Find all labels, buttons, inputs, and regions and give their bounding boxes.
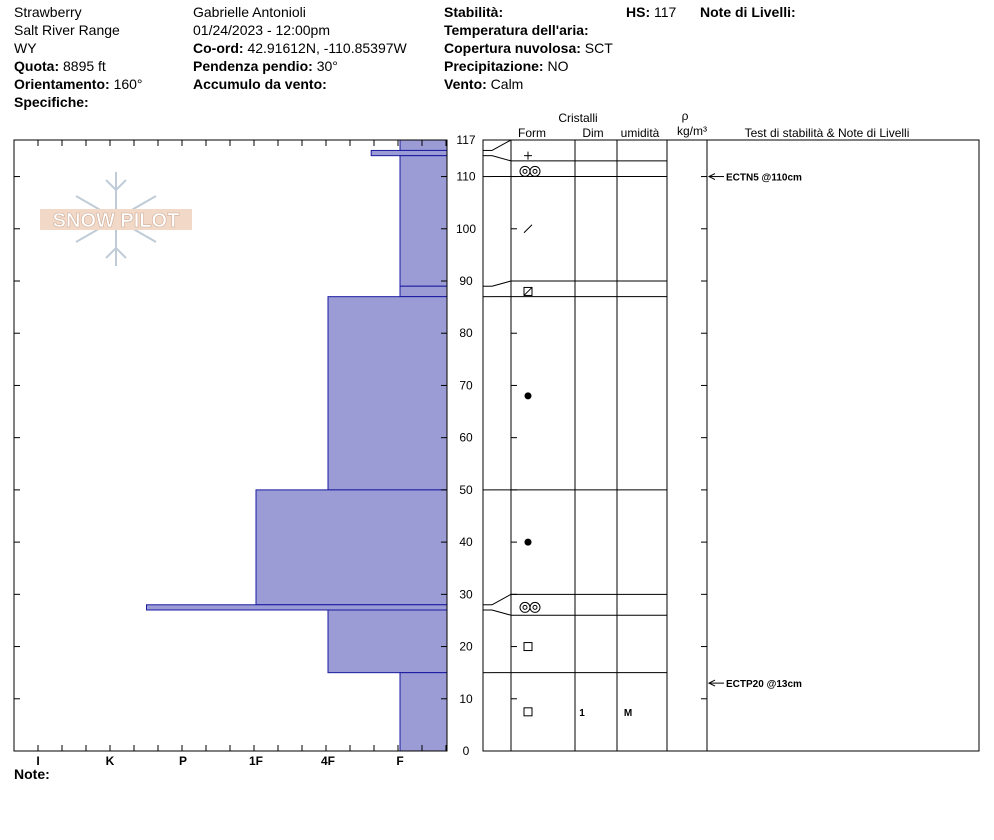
layer-notes-label: Note di Livelli: [700, 4, 796, 20]
hardness-label-4F: 4F [320, 754, 336, 768]
profile-table [483, 140, 979, 751]
height-label-20: 20 [459, 639, 473, 654]
density-rho-header: ρ [681, 109, 689, 123]
state: WY [14, 40, 37, 56]
grain-FC-7 [524, 643, 532, 651]
grain-MFcr-3 [524, 287, 532, 295]
hardness-layers [147, 140, 448, 751]
wind-label: Vento: [444, 76, 487, 92]
aspect-label: Orientamento: [14, 76, 110, 92]
boundary-connector [492, 594, 511, 604]
height-label-40: 40 [459, 535, 473, 550]
stability-test-1 [709, 679, 802, 690]
hardness-label-1F: 1F [248, 754, 264, 768]
hardness-layer-1 [371, 150, 447, 155]
hardness-layer-0 [400, 140, 447, 150]
table-grid [483, 140, 707, 751]
density-unit-header: kg/m³ [677, 124, 707, 138]
surface-hoar-icon [533, 605, 537, 609]
snowpilot-logo [40, 172, 192, 266]
grain-DF-2 [524, 225, 532, 233]
location-name: Strawberry [14, 4, 82, 20]
rounded-grain-icon [525, 392, 532, 399]
grain-SH-1 [520, 166, 540, 176]
boundary-connector [492, 610, 511, 615]
observation-datetime: 01/24/2023 - 12:00pm [193, 22, 330, 38]
stability-test-0 [709, 173, 802, 184]
slope-value: 30° [316, 58, 338, 74]
grain-RG-5 [525, 539, 532, 546]
crystals-header: Cristalli [558, 111, 598, 125]
hardness-layer-6 [147, 605, 448, 610]
hardness-layer-5 [256, 490, 447, 605]
boundary-connector [492, 140, 511, 150]
grain-forms [520, 152, 632, 719]
grain-PP-0 [524, 152, 532, 160]
precip-value: NO [547, 58, 569, 74]
height-label-top: 117 [456, 133, 476, 147]
hs-value: 117 [654, 4, 677, 20]
precip-label: Precipitazione: [444, 58, 544, 74]
hardness-layer-4 [328, 297, 447, 490]
grain-RG-4 [525, 392, 532, 399]
rounded-grain-icon [525, 539, 532, 546]
coord-label: Co-ord: [193, 40, 244, 56]
height-label-10: 10 [459, 691, 473, 706]
height-label-50: 50 [459, 482, 473, 497]
stability-tests [709, 173, 802, 691]
grain-FC-8 [524, 708, 632, 719]
aspect-value: 160° [113, 76, 143, 92]
elevation-value: 8895 ft [63, 58, 106, 74]
hardness-label-I: I [36, 754, 40, 768]
surface-hoar-icon [530, 602, 540, 612]
height-label-110: 110 [456, 169, 476, 184]
surface-hoar-icon [523, 169, 527, 173]
hardness-label-F: F [396, 754, 404, 768]
test-label: ECTP20 @13cm [726, 679, 802, 691]
mountain-range: Salt River Range [14, 22, 120, 38]
logo-text: SNOW PILOT [52, 210, 180, 232]
specifics-label: Specifiche: [14, 94, 89, 110]
hardness-layer-2 [400, 156, 447, 287]
boundary-connector [492, 281, 511, 286]
observer-name: Gabrielle Antonioli [193, 4, 306, 20]
form-header: Form [518, 126, 546, 140]
height-label-90: 90 [459, 274, 473, 288]
hardness-label-K: K [105, 754, 115, 768]
slope-label: Pendenza pendio: [193, 58, 313, 74]
hardness-layer-3 [400, 286, 447, 296]
surface-hoar-icon [533, 169, 537, 173]
faceted-crystal-icon [524, 708, 532, 716]
surface-hoar-icon [520, 166, 530, 176]
notes-label: Note: [14, 766, 50, 782]
hs-label: HS: [626, 4, 651, 20]
wind-value: Calm [490, 76, 524, 92]
height-label-60: 60 [459, 430, 473, 445]
grain-SH-6 [520, 602, 540, 612]
height-label-70: 70 [459, 378, 473, 393]
cloud-label: Copertura nuvolosa: [444, 40, 581, 56]
elevation-label: Quota: [14, 58, 60, 74]
grain-moisture: M [623, 707, 633, 719]
height-label-100: 100 [455, 221, 477, 236]
height-label-0: 0 [462, 744, 470, 758]
cloud-value: SCT [584, 40, 613, 56]
decomposed-fragment-icon [524, 225, 532, 233]
height-label-80: 80 [459, 326, 473, 341]
wind-loading-label: Accumulo da vento: [193, 76, 327, 92]
test-label: ECTN5 @110cm [726, 172, 802, 184]
boundary-connector [492, 156, 511, 161]
moisture-header: umidità [620, 126, 660, 140]
stability-label: Stabilità: [444, 4, 504, 20]
hardness-layer-7 [328, 610, 447, 673]
faceted-crystal-icon [524, 643, 532, 651]
surface-hoar-icon [523, 605, 527, 609]
hardness-label-P: P [178, 754, 188, 768]
air-temp-label: Temperatura dell'aria: [444, 22, 589, 38]
surface-hoar-icon [520, 602, 530, 612]
melt-freeze-crust-icon [524, 287, 532, 295]
size-header: Dim [582, 126, 604, 140]
grain-size: 1 [579, 707, 585, 719]
tests-header: Test di stabilità & Note di Livelli [744, 126, 910, 140]
height-label-30: 30 [459, 587, 473, 602]
surface-hoar-icon [530, 166, 540, 176]
hardness-layer-8 [400, 673, 447, 751]
coord-value: 42.91612N, -110.85397W [247, 40, 407, 56]
